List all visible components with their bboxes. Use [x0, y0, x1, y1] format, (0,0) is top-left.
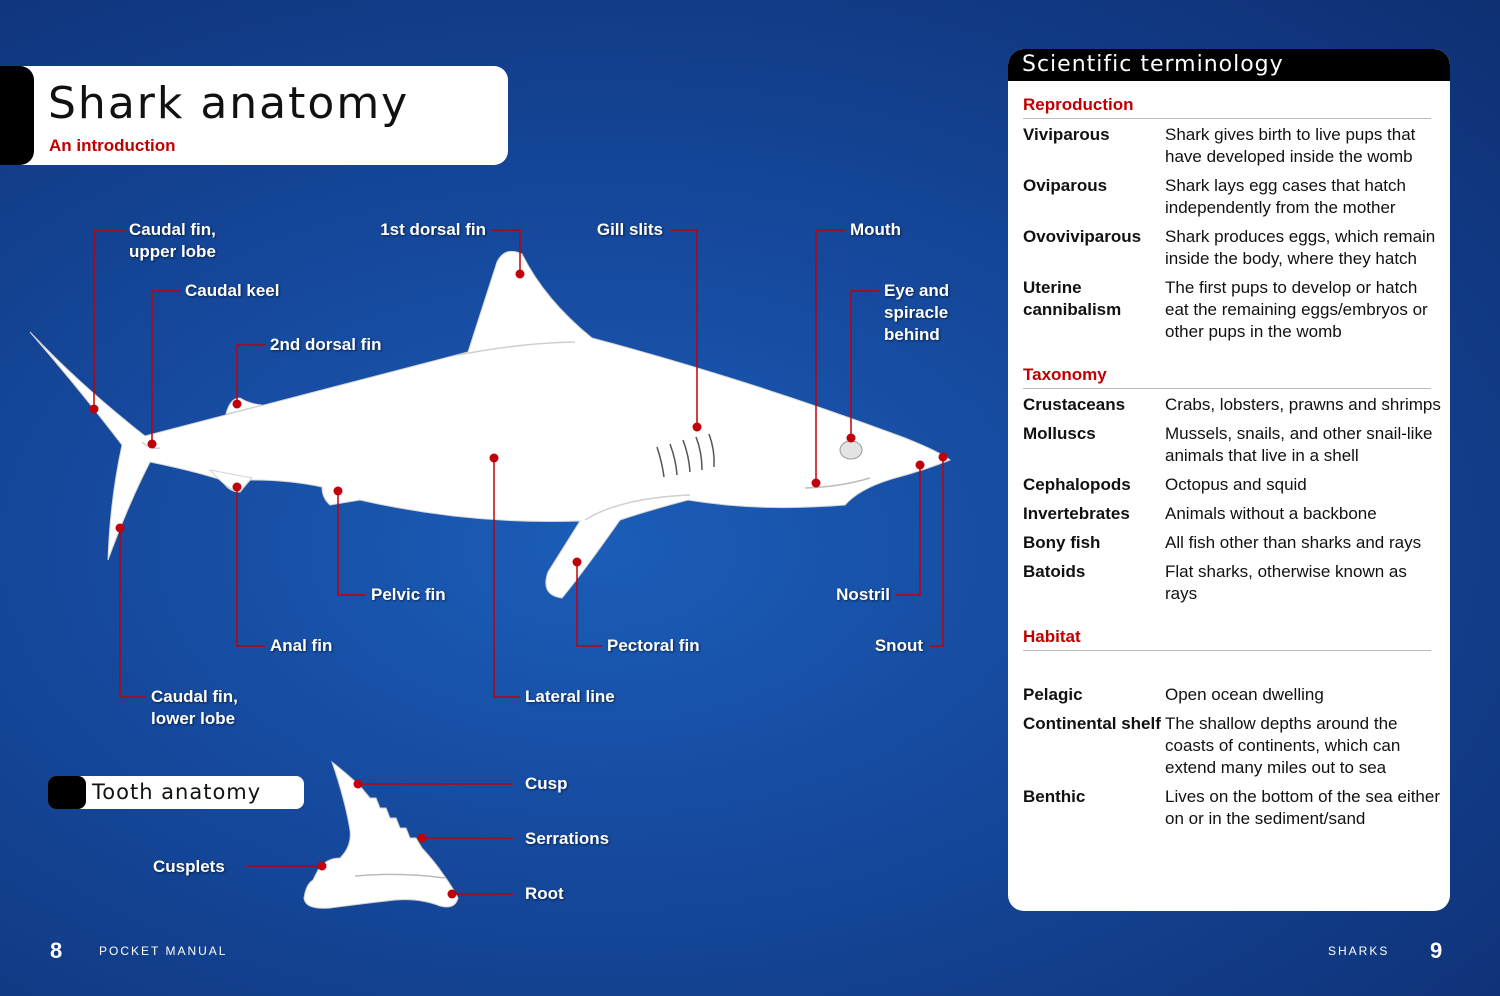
term-name: Benthic: [1023, 787, 1086, 806]
term-row: [1023, 786, 1441, 830]
term-definition: Animals without a backbone: [1165, 504, 1377, 523]
term-name: Oviparous: [1023, 176, 1108, 195]
term-row: [1023, 394, 1441, 416]
term-name: Viviparous: [1023, 125, 1110, 144]
eye-shape: [840, 441, 862, 459]
term-row: [1023, 226, 1441, 270]
label-caudal-keel: Caudal keel: [185, 281, 280, 300]
pointer-pelvic: [338, 491, 366, 595]
term-row: [1023, 423, 1441, 467]
page-title: Shark anatomy: [48, 78, 410, 129]
terminology-section: [1023, 95, 1441, 343]
label-serrations: Serrations: [525, 829, 610, 848]
term-definition: Shark gives birth to live pups that have developed inside the womb: [1165, 125, 1416, 166]
label-caudal-fin-upper: [129, 219, 216, 263]
page-number-left: 8: [50, 938, 63, 963]
label-caudal-upper-line1: Caudal fin,: [129, 220, 216, 239]
label-anal-fin: Anal fin: [270, 636, 333, 655]
term-name: Batoids: [1023, 562, 1086, 581]
pointer-eye: [851, 291, 879, 438]
footer-left-text: POCKET MANUAL: [99, 944, 228, 958]
term-definition: The first pups to develop or hatch eat the remaining eggs/embryos or other pups in the womb: [1165, 278, 1428, 341]
term-row: [1023, 713, 1441, 779]
term-definition: Octopus and squid: [1165, 475, 1307, 494]
label-caudal-upper-line2: upper lobe: [129, 242, 216, 261]
pointer-snout: [930, 457, 943, 646]
label-eye-spiracle: [884, 280, 949, 346]
label-caudal-lower-line2: lower lobe: [151, 709, 236, 728]
term-row: [1023, 561, 1441, 605]
terminology-heading: Scientific terminology: [1022, 52, 1284, 77]
label-snout: Snout: [874, 636, 923, 655]
label-root: Root: [525, 884, 564, 903]
section-title: Taxonomy: [1023, 365, 1431, 389]
pointer-caudal-lower: [120, 528, 146, 697]
label-gill-slits: Gill slits: [596, 220, 663, 239]
terminology-panel: [1008, 49, 1450, 911]
section-title: Habitat: [1023, 627, 1431, 651]
pointer-caudal-keel: [152, 291, 180, 444]
terminology-section: [1023, 365, 1441, 605]
term-definition: Crabs, lobsters, prawns and shrimps: [1165, 395, 1441, 414]
label-eye-line3: behind: [884, 325, 940, 344]
terminology-section: [1023, 627, 1441, 830]
label-mouth: Mouth: [850, 220, 901, 239]
term-name: Invertebrates: [1023, 504, 1130, 523]
label-first-dorsal-fin: 1st dorsal fin: [380, 220, 486, 239]
label-pelvic-fin: Pelvic fin: [371, 585, 446, 604]
label-caudal-lower-line1: Caudal fin,: [151, 687, 238, 706]
page-subtitle: An introduction: [49, 136, 176, 155]
term-name: Pelagic: [1023, 685, 1083, 704]
label-pectoral-fin: Pectoral fin: [607, 636, 700, 655]
label-eye-line2: spiracle: [884, 303, 949, 322]
term-definition: Flat sharks, otherwise known as rays: [1165, 562, 1407, 603]
label-second-dorsal-fin: 2nd dorsal fin: [270, 335, 382, 354]
term-definition: Open ocean dwelling: [1165, 685, 1324, 704]
pointer-second-dorsal: [237, 345, 265, 404]
label-eye-line1: Eye and: [884, 281, 950, 300]
pointer-nostril: [895, 465, 920, 595]
term-name: Bony fish: [1023, 533, 1101, 552]
term-definition: Shark produces eggs, which remain inside the body, where they hatch: [1165, 227, 1436, 268]
term-row: [1023, 124, 1441, 168]
term-name: Ovoviviparous: [1023, 227, 1142, 246]
shark-silhouette: [30, 251, 950, 598]
tooth-heading-text: Tooth anatomy: [92, 780, 262, 804]
term-name: Continental shelf: [1023, 714, 1161, 733]
tooth-anatomy-heading: [48, 776, 304, 809]
term-name: Crustaceans: [1023, 395, 1126, 414]
pointer-caudal-upper: [94, 230, 125, 409]
term-definition: Shark lays egg cases that hatch independently from the mother: [1165, 176, 1406, 217]
pointer-anal: [237, 487, 265, 646]
term-row: [1023, 175, 1441, 219]
terminology-header: [1008, 49, 1450, 81]
label-caudal-fin-lower: [151, 686, 238, 730]
term-definition: The shallow depths around the coasts of continents, which can extend many miles out to sea: [1165, 714, 1401, 777]
tooth-tab-marker: [48, 776, 86, 809]
footer-right-text: SHARKS: [1328, 944, 1390, 958]
label-cusp: Cusp: [525, 774, 568, 793]
term-name: Molluscs: [1023, 424, 1096, 443]
term-definition: Lives on the bottom of the sea either on or in the sediment/sand: [1165, 787, 1441, 828]
label-cusplets: Cusplets: [153, 857, 225, 876]
term-name: Uterine cannibalism: [1023, 278, 1122, 319]
term-definition: Mussels, snails, and other snail-like animals that live in a shell: [1165, 424, 1433, 465]
term-row: [1023, 503, 1441, 525]
label-nostril: Nostril: [836, 585, 890, 604]
term-row: [1023, 532, 1441, 554]
term-definition: All fish other than sharks and rays: [1165, 533, 1422, 552]
term-row: [1023, 684, 1441, 706]
term-name: Cephalopods: [1023, 475, 1131, 494]
terminology-body: [1023, 95, 1441, 852]
term-row: [1023, 474, 1441, 496]
page-number-right: 9: [1430, 938, 1443, 963]
label-lateral-line: Lateral line: [525, 687, 615, 706]
section-title: Reproduction: [1023, 95, 1431, 119]
term-row: [1023, 277, 1441, 343]
